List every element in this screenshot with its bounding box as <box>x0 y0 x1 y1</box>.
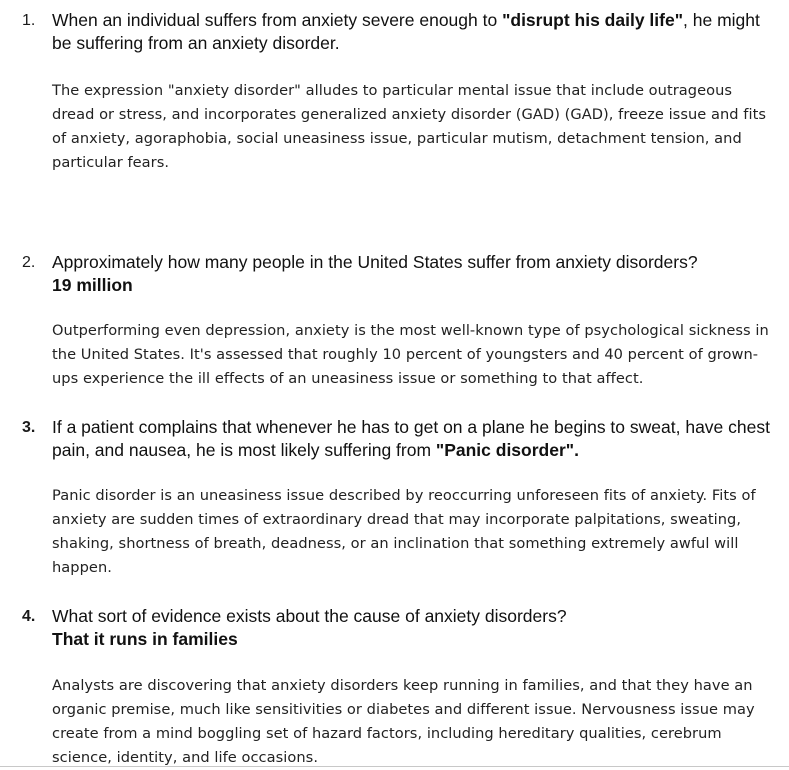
item-number: 4. <box>22 608 36 625</box>
question-text: When an individual suffers from anxiety severe enough to "disrupt his daily life", he might be suffering from an anxiety disorder. <box>52 10 760 53</box>
explanation-paragraph: Panic disorder is an uneasiness issue described by reoccurring unforeseen fits of anxiety. Fits of anxiety are sudden times of extraordinary dread that may incorporate palpitations, sweating, shaking, shortness of breath, deadness, or an inclination that something extremely awful will happen. <box>52 487 756 576</box>
emphasis-text: "disrupt his daily life" <box>502 10 684 30</box>
item-number: 1. <box>22 12 36 29</box>
question-text: Approximately how many people in the United States suffer from anxiety disorders? 19 million <box>52 251 772 297</box>
explanation-paragraph: Outperforming even depression, anxiety is the most well-known type of psychological sickness in the United States. It's assessed that roughly 10 percent of youngsters and 40 percent of grown-ups experience the ill effects of an uneasiness issue or something to that affect. <box>52 322 769 387</box>
explanation-paragraph: The expression "anxiety disorder" alludes to particular mental issue that include outrageous dread or stress, and incorporates generalized anxiety disorder (GAD) (GAD), freeze issue and fits of anxiety, agoraphobia, social uneasiness issue, particular mutism, detachment tension, and particular fears. <box>52 82 767 171</box>
answer-text: That it runs in families <box>52 629 238 649</box>
answer-text: 19 million <box>52 275 133 295</box>
question-text: What sort of evidence exists about the cause of anxiety disorders? That it runs in families <box>52 605 772 651</box>
page-divider <box>0 766 789 767</box>
explanation-paragraph: Analysts are discovering that anxiety disorders keep running in families, and that they have an organic premise, much like sensitivities or diabetes and different issue. Nervousness issue may create from a mind boggling set of hazard factors, including hereditary qualities, cerebrum science, identity, and life occasions. <box>52 677 755 766</box>
question-text: If a patient complains that whenever he has to get on a plane he begins to sweat, have chest pain, and nausea, he is most likely suffering from "Panic disorder". <box>52 417 770 460</box>
emphasis-text: "Panic disorder". <box>435 440 579 460</box>
item-number: 3. <box>22 419 36 436</box>
item-number: 2. <box>22 254 36 271</box>
